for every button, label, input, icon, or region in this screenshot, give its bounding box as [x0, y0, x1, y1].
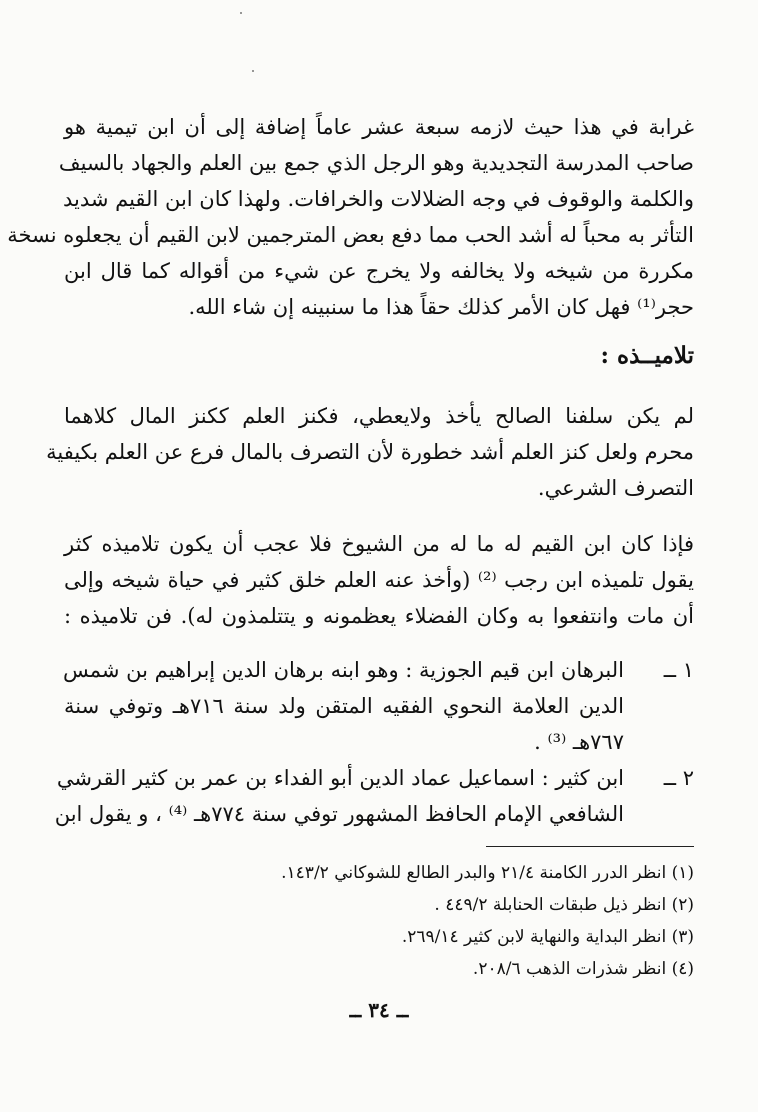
item-number: ١ ــ [663, 658, 694, 682]
text-line: محرم ولعل كنز العلم أشد خطورة لأن التصرف بالمال فرع عن العلم بكيفية [46, 440, 694, 464]
scan-speck [252, 70, 254, 72]
text-line: حجر⁽¹⁾ فهل كان الأمر كذلك حقاً هذا ما سنبينه إن شاء الله. [188, 295, 694, 319]
text-line: فإذا كان ابن القيم له ما له من الشيوخ فلا عجب أن يكون تلاميذه كثر [64, 532, 694, 556]
scan-speck [240, 12, 242, 14]
footnote: (١) انظر الدرر الكامنة ٢١/٤ والبدر الطالع للشوكاني ١٤٣/٢. [281, 863, 694, 883]
section-heading: تلاميــذه : [600, 342, 694, 369]
text-line: الشافعي الإمام الحافظ المشهور توفي سنة ٧٧٤هـ ⁽⁴⁾ ، و يقول ابن [54, 802, 624, 826]
text-line: صاحب المدرسة التجديدية وهو الرجل الذي جمع بين العلم والجهاد بالسيف [58, 151, 694, 175]
text-line: التأثر به محباً له أشد الحب مما دفع بعض المترجمين لابن القيم أن يجعلوه نسخة [7, 223, 694, 247]
text-line: أن مات وانتفعوا به وكان الفضلاء يعظمونه و يتتلمذون له). فن تلاميذه : [64, 604, 694, 628]
text-line: ابن كثير : اسماعيل عماد الدين أبو الفداء بن عمر بن كثير القرشي [56, 766, 624, 790]
text-line: البرهان ابن قيم الجوزية : وهو ابنه برهان الدين إبراهيم بن شمس [62, 658, 624, 682]
text-line: يقول تلميذه ابن رجب ⁽²⁾ (وأخذ عنه العلم خلق كثير في حياة شيخه وإلى [64, 568, 694, 592]
text-line: غرابة في هذا حيث لازمه سبعة عشر عاماً إضافة إلى أن ابن تيمية هو [64, 115, 694, 139]
footnote: (٤) انظر شذرات الذهب ٢٠٨/٦. [472, 959, 694, 979]
text-line: لم يكن سلفنا الصالح يأخذ ولايعطي، فكنز العلم ككنز المال كلاهما [64, 404, 694, 428]
page-number: ــ ٣٤ ــ [349, 998, 409, 1022]
footnote-separator [486, 846, 694, 847]
footnote: (٢) انظر ذيل طبقات الحنابلة ٤٤٩/٢ . [434, 895, 694, 915]
item-number: ٢ ــ [663, 766, 694, 790]
text-line: التصرف الشرعي. [537, 476, 694, 500]
text-line: والكلمة والوقوف في وجه الضلالات والخرافات. ولهذا كان ابن القيم شديد [62, 187, 694, 211]
text-line: الدين العلامة النحوي الفقيه المتقن ولد سنة ٧١٦هـ وتوفي سنة [64, 694, 624, 718]
footnote: (٣) انظر البداية والنهاية لابن كثير ٢٦٩/١٤. [401, 927, 694, 947]
text-line: ٧٦٧هـ ⁽³⁾ . [534, 730, 624, 754]
text-line: مكررة من شيخه ولا يخالفه ولا يخرج عن شيء من أقواله كما قال ابن [64, 259, 694, 283]
